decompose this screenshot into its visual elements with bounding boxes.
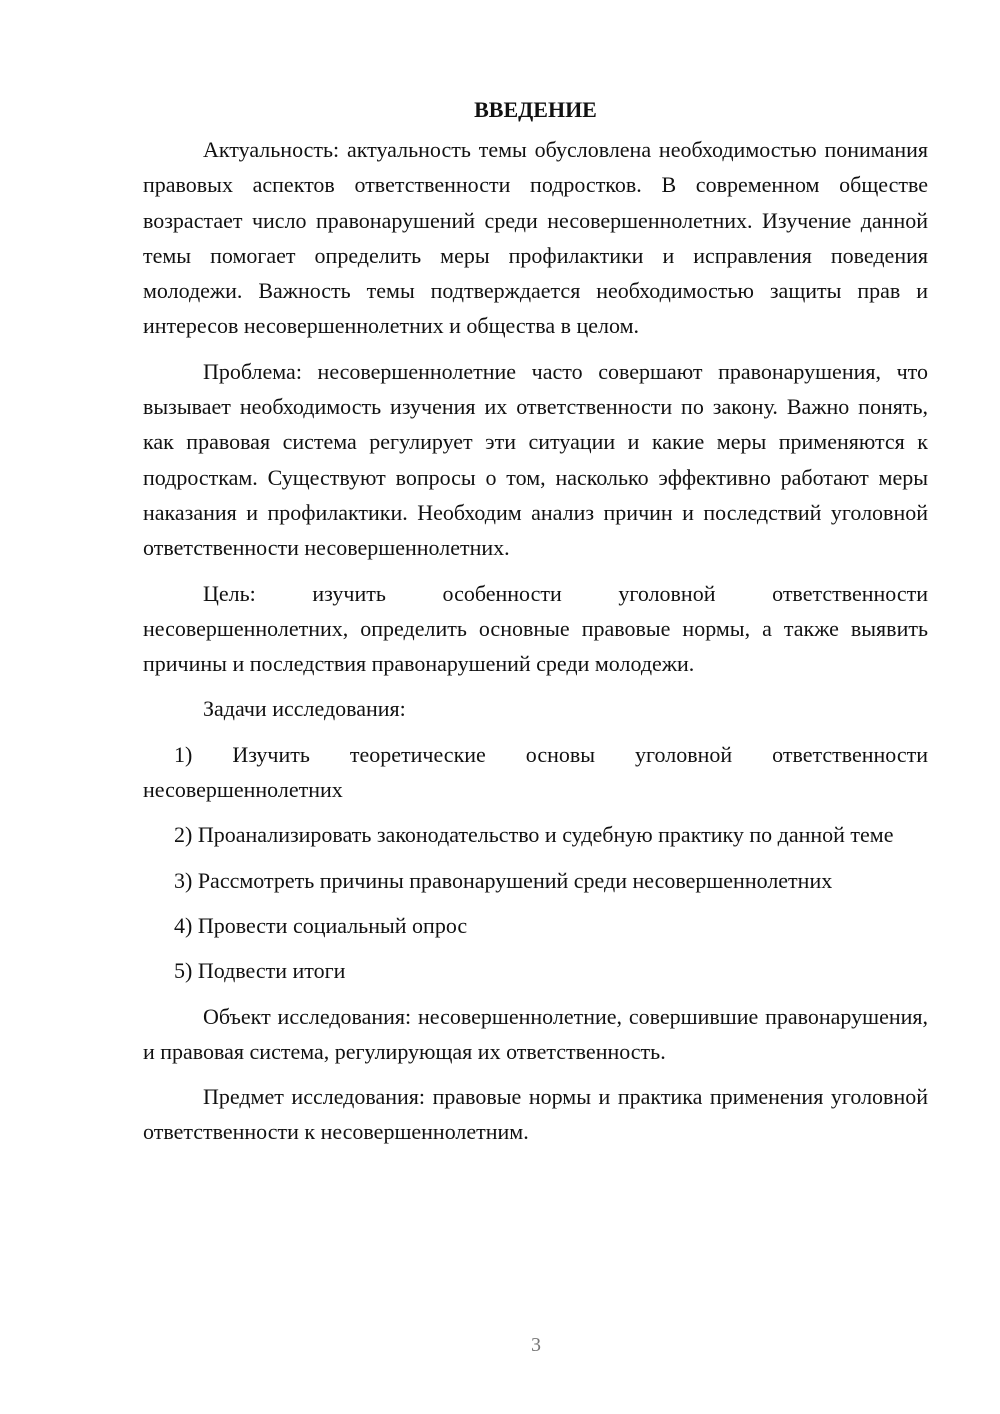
page-content bbox=[143, 92, 928, 1160]
goal-paragraph: Цель: изучить особенности уголовной ответственности несовершеннолетних, определить основные правовые нормы, а также выявить причины и последствия правонарушений среди молодежи. bbox=[143, 580, 928, 677]
task-item-1: 1) Изучить теоретические основы уголовной ответственности несовершеннолетних bbox=[143, 741, 928, 803]
subject-paragraph: Предмет исследования: правовые нормы и практика применения уголовной ответственности к несовершеннолетним. bbox=[143, 1084, 928, 1145]
page-number: 3 bbox=[531, 1334, 541, 1356]
object-paragraph: Объект исследования: несовершеннолетние, совершившие правонарушения, и правовая система, регулирующая их ответственность. bbox=[143, 1003, 928, 1064]
task-item-5: 5) Подвести итоги bbox=[174, 958, 346, 984]
task-item-2: 2) Проанализировать законодательство и судебную практику по данной теме bbox=[174, 822, 894, 848]
section-title: ВВЕДЕНИЕ bbox=[474, 97, 597, 122]
tasks-heading: Задачи исследования: bbox=[203, 696, 406, 722]
problem-paragraph: Проблема: несовершеннолетние часто совершают правонарушения, что вызывает необходимость изучения их ответственности по закону. Важно понять, как правовая система регулирует эти ситуации и какие меры применяются к подросткам. Существуют вопросы о том, насколько эффективно работают меры наказания и профилактики. Необходим анализ причин и последствий уголовной ответственности несовершеннолетних. bbox=[143, 358, 928, 561]
relevance-paragraph: Актуальность: актуальность темы обусловлена необходимостью понимания правовых аспектов ответственности подростков. В современном обществе возрастает число правонарушений среди несовершеннолетних. Изучение данной темы помогает определить меры профилактики и исправления поведения молодежи. Важность темы подтверждается необходимостью защиты прав и интересов несовершеннолетних и общества в целом. bbox=[143, 137, 928, 339]
task-item-3: 3) Рассмотреть причины правонарушений среди несовершеннолетних bbox=[174, 867, 833, 893]
task-item-4: 4) Провести социальный опрос bbox=[174, 912, 468, 938]
